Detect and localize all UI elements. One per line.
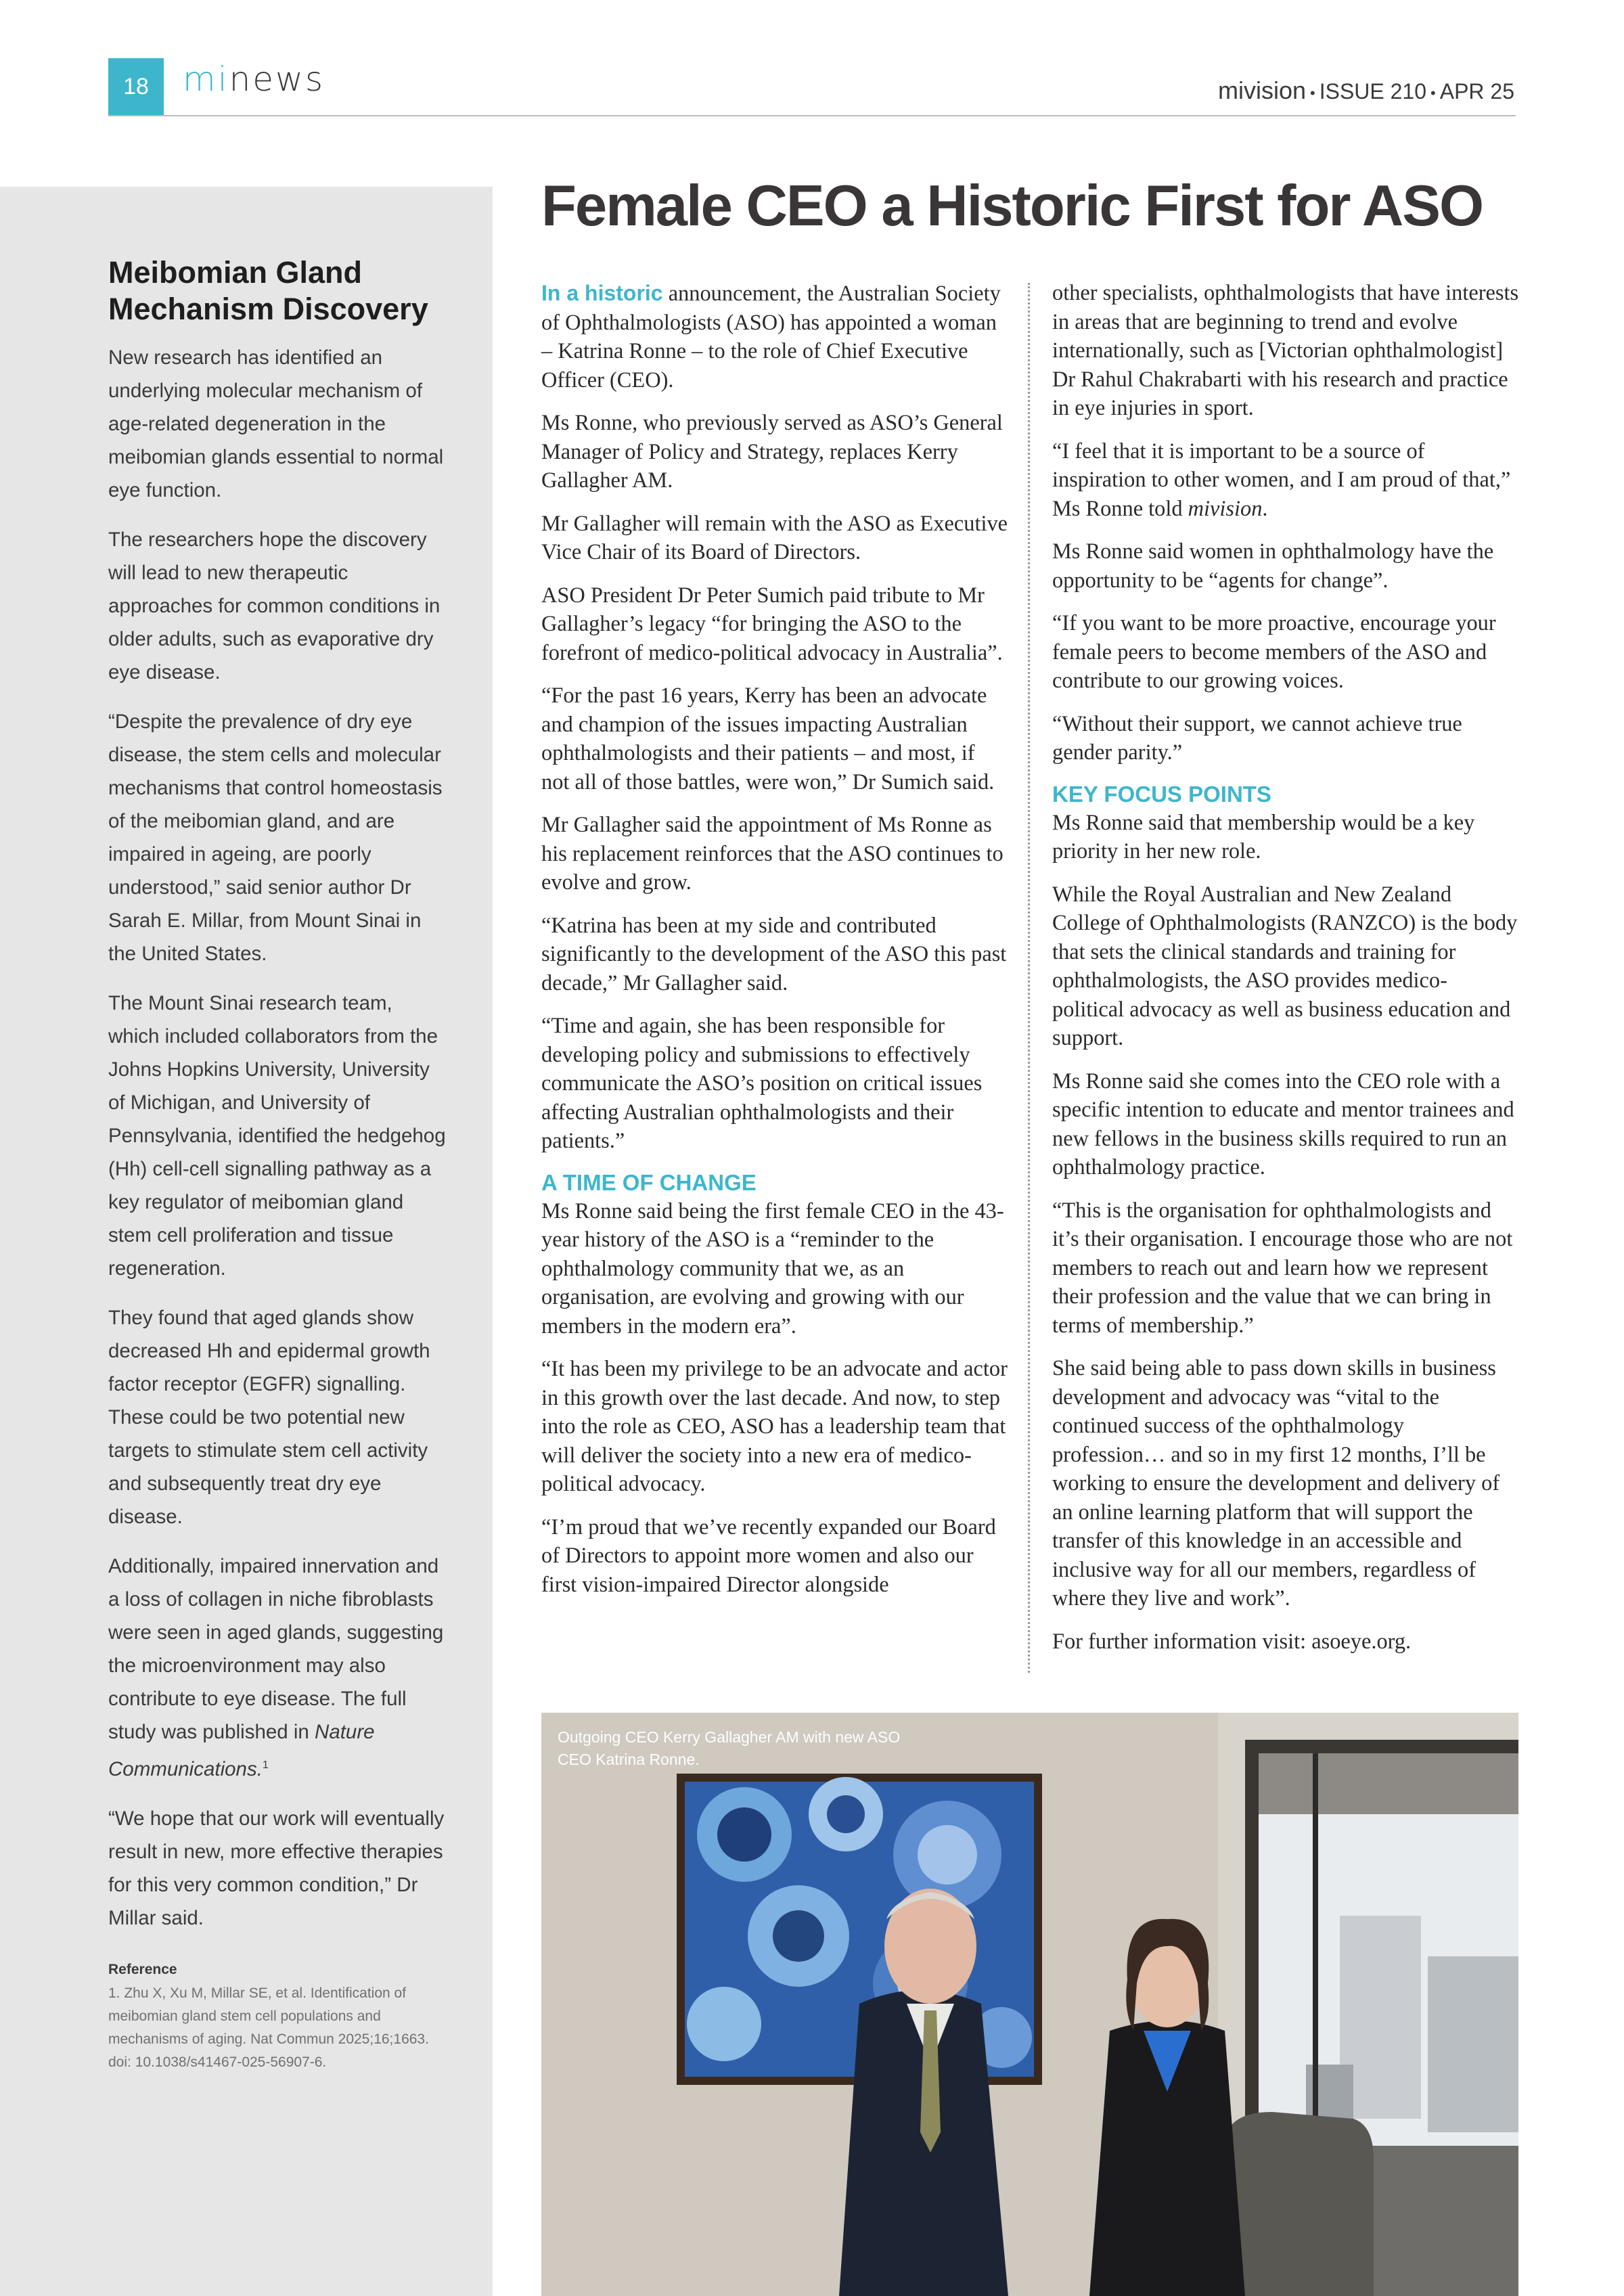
article-paragraph: Ms Ronne said being the first female CEO in the 43-year history of the ASO is a “reminder to the ophthalmology community that we, as an organisation, are evolving and growing with our members in the modern era”. bbox=[541, 1198, 1004, 1338]
sidebar-paragraph: The Mount Sinai research team, which included collaborators from the Johns Hopkins University, University of Michigan, and University of Pennsylvania, identified the hedgehog (Hh) cell-cell signalling pathway as a key regulator of meibomian gland stem cell proliferation and tissue regeneration. bbox=[108, 992, 446, 1280]
subheading-time-of-change: A TIME OF CHANGE bbox=[541, 1169, 757, 1195]
article-paragraph: Ms Ronne said women in ophthalmology have the opportunity to be “agents for change”. bbox=[1052, 539, 1494, 593]
issue-date: APR 25 bbox=[1439, 79, 1514, 104]
article-paragraph: “If you want to be more proactive, encourage your female peers to become members of the ASO and contribute to our growing voices. bbox=[1052, 611, 1496, 693]
sidebar-paragraph-text: Additionally, impaired innervation and a loss of collagen in niche fibroblasts were seen in aged glands, suggesting the microenvironment may also contribute to eye disease. The full study was published in bbox=[108, 1555, 444, 1743]
issue-number: ISSUE 210 bbox=[1319, 79, 1427, 104]
article-paragraph: For further information visit: asoeye.org. bbox=[1052, 1629, 1412, 1654]
sidebar-panel bbox=[0, 187, 493, 2296]
article-paragraph: “I’m proud that we’ve recently expanded our Board of Directors to appoint more women and also our first vision-impaired Director alongside bbox=[541, 1514, 996, 1597]
article-paragraph: other specialists, ophthalmologists that have interests in areas that are beginning to trend and evolve internationally, such as [Victorian ophthalmologist] Dr Rahul Chakrabarti with his research and practice in eye injuries in sport. bbox=[1052, 281, 1519, 420]
article-headline: Female CEO a Historic First for ASO bbox=[541, 174, 1483, 238]
sidebar-content bbox=[108, 254, 447, 2074]
sidebar-paragraph: “Despite the prevalence of dry eye disease, the stem cells and molecular mechanisms that control homeostasis of the meibomian gland, and are impaired in ageing, are poorly understood,” said senior author Dr Sarah E. Millar, from Mount Sinai in the United States. bbox=[108, 711, 443, 965]
sidebar-paragraph bbox=[108, 1550, 447, 1786]
article-paragraph: Mr Gallagher will remain with the ASO as Executive Vice Chair of its Board of Directors. bbox=[541, 511, 1008, 564]
article-paragraph: Ms Ronne said that membership would be a key priority in her new role. bbox=[1052, 810, 1475, 863]
section-prefix: mi bbox=[183, 60, 229, 99]
lead-in: In a historic bbox=[541, 281, 663, 305]
article-paragraph: Mr Gallagher said the appointment of Ms Ronne as his replacement reinforces that the ASO continues to evolve and grow. bbox=[541, 813, 1003, 895]
article-paragraph: Ms Ronne, who previously served as ASO’s General Manager of Policy and Strategy, replaces Kerry Gallagher AM. bbox=[541, 411, 1003, 493]
article-paragraph: “It has been my privilege to be an advocate and actor in this growth over the last decade. And now, to step into the role as CEO, ASO has a leadership team that will deliver the society into a new era of medico-political advocacy. bbox=[541, 1357, 1008, 1496]
article-paragraph: “This is the organisation for ophthalmologists and it’s their organisation. I encourage those who are not members to reach out and learn how we represent their profession and the value that we can bring in terms of membership.” bbox=[1052, 1198, 1513, 1338]
photo-illustration bbox=[541, 1713, 1518, 2296]
article-paragraph-text: announcement, the Australian Society of Ophthalmologists (ASO) has appointed a woman – Katrina Ronne – to the role of Chief Executive Officer (CEO). bbox=[541, 282, 1001, 392]
article-paragraph bbox=[541, 279, 1008, 395]
page-number: 18 bbox=[108, 58, 164, 115]
article-paragraph: “Time and again, she has been responsible for developing policy and submissions to effectively communicate the ASO’s position on critical issues affecting Australian ophthalmologists and their patients.” bbox=[541, 1014, 983, 1153]
sidebar-paragraph: New research has identified an underlying molecular mechanism of age-related degeneration in the meibomian glands essential to normal eye function. bbox=[108, 346, 444, 501]
article-paragraph-end: . bbox=[1262, 496, 1268, 521]
article-paragraph: Ms Ronne said she comes into the CEO role with a specific intention to educate and mentor trainees and new fellows in the business skills required to run an ophthalmology practice. bbox=[1052, 1068, 1514, 1179]
journal-name: Nature Communications. bbox=[108, 1721, 375, 1780]
sidebar-paragraph: “We hope that our work will eventually result in new, more effective therapies for this very common condition,” Dr Millar said. bbox=[108, 1807, 445, 1929]
reference-heading: Reference bbox=[108, 1961, 177, 1977]
article-paragraph bbox=[1052, 437, 1519, 524]
sidebar-title: Meibomian Gland Mechanism Discovery bbox=[108, 255, 428, 326]
sidebar-paragraph: They found that aged glands show decreased Hh and epidermal growth factor receptor (EGFR) signalling. These could be two potential new targets to stimulate stem cell activity and subsequently treat dry eye disease. bbox=[108, 1307, 430, 1528]
article-photo bbox=[541, 1713, 1518, 2296]
publication-name: mivision bbox=[1217, 76, 1306, 104]
article-paragraph: “Katrina has been at my side and contributed significantly to the development of the ASO this past decade,” Mr Gallagher said. bbox=[541, 913, 1007, 995]
sidebar-paragraph: The researchers hope the discovery will lead to new therapeutic approaches for common conditions in older adults, such as evaporative dry eye disease. bbox=[108, 528, 441, 683]
article-paragraph: She said being able to pass down skills in business development and advocacy was “vital to the continued success of the ophthalmology profession… and so in my first 12 months, I’ll be working to ensure the development and delivery of an online learning platform that will support the transfer of this knowledge in an accessible and inclusive way for all our members, regardless of where they live and work”. bbox=[1052, 1356, 1500, 1611]
article-column-left bbox=[541, 279, 1008, 1613]
section-suffix: news bbox=[229, 60, 325, 99]
reference-marker: 1 bbox=[262, 1759, 269, 1771]
column-divider bbox=[1028, 283, 1030, 1673]
article-paragraph: “Without their support, we cannot achieve true gender parity.” bbox=[1052, 711, 1462, 765]
article-paragraph: While the Royal Australian and New Zealand College of Ophthalmologists (RANZCO) is the body that sets the clinical standards and training for ophthalmologists, the ASO provides medico-political advocacy as well as business education and support. bbox=[1052, 882, 1518, 1050]
article-paragraph-text: “I feel that it is important to be a source of inspiration to other women, and I am proud of that,” Ms Ronne told bbox=[1052, 438, 1511, 521]
photo-caption: Outgoing CEO Kerry Gallagher AM with new ASO CEO Katrina Ronne. bbox=[558, 1728, 901, 1768]
subheading-key-focus-points: KEY FOCUS POINTS bbox=[1052, 781, 1271, 807]
issue-line: mivision • ISSUE 210 • APR 25 bbox=[1217, 76, 1514, 104]
article-column-right bbox=[1052, 279, 1519, 1670]
reference-text: 1. Zhu X, Xu M, Millar SE, et al. Identification of meibomian gland stem cell populations and mechanisms of aging. Nat Commun 2025;16;1663. doi: 10.1038/s41467-025-56907-6. bbox=[108, 1985, 429, 2070]
article-paragraph: ASO President Dr Peter Sumich paid tribute to Mr Gallagher’s legacy “for bringing the ASO to the forefront of medico-political advocacy in Australia”. bbox=[541, 583, 1003, 665]
publication-mention: mivision bbox=[1188, 496, 1263, 521]
header-rule bbox=[108, 115, 1516, 116]
section-name bbox=[183, 60, 325, 99]
article-paragraph: “For the past 16 years, Kerry has been an advocate and champion of the issues impacting Australian ophthalmologists and their patients – and most, if not all of those battles, were won,” Dr Sumich said. bbox=[541, 683, 995, 794]
